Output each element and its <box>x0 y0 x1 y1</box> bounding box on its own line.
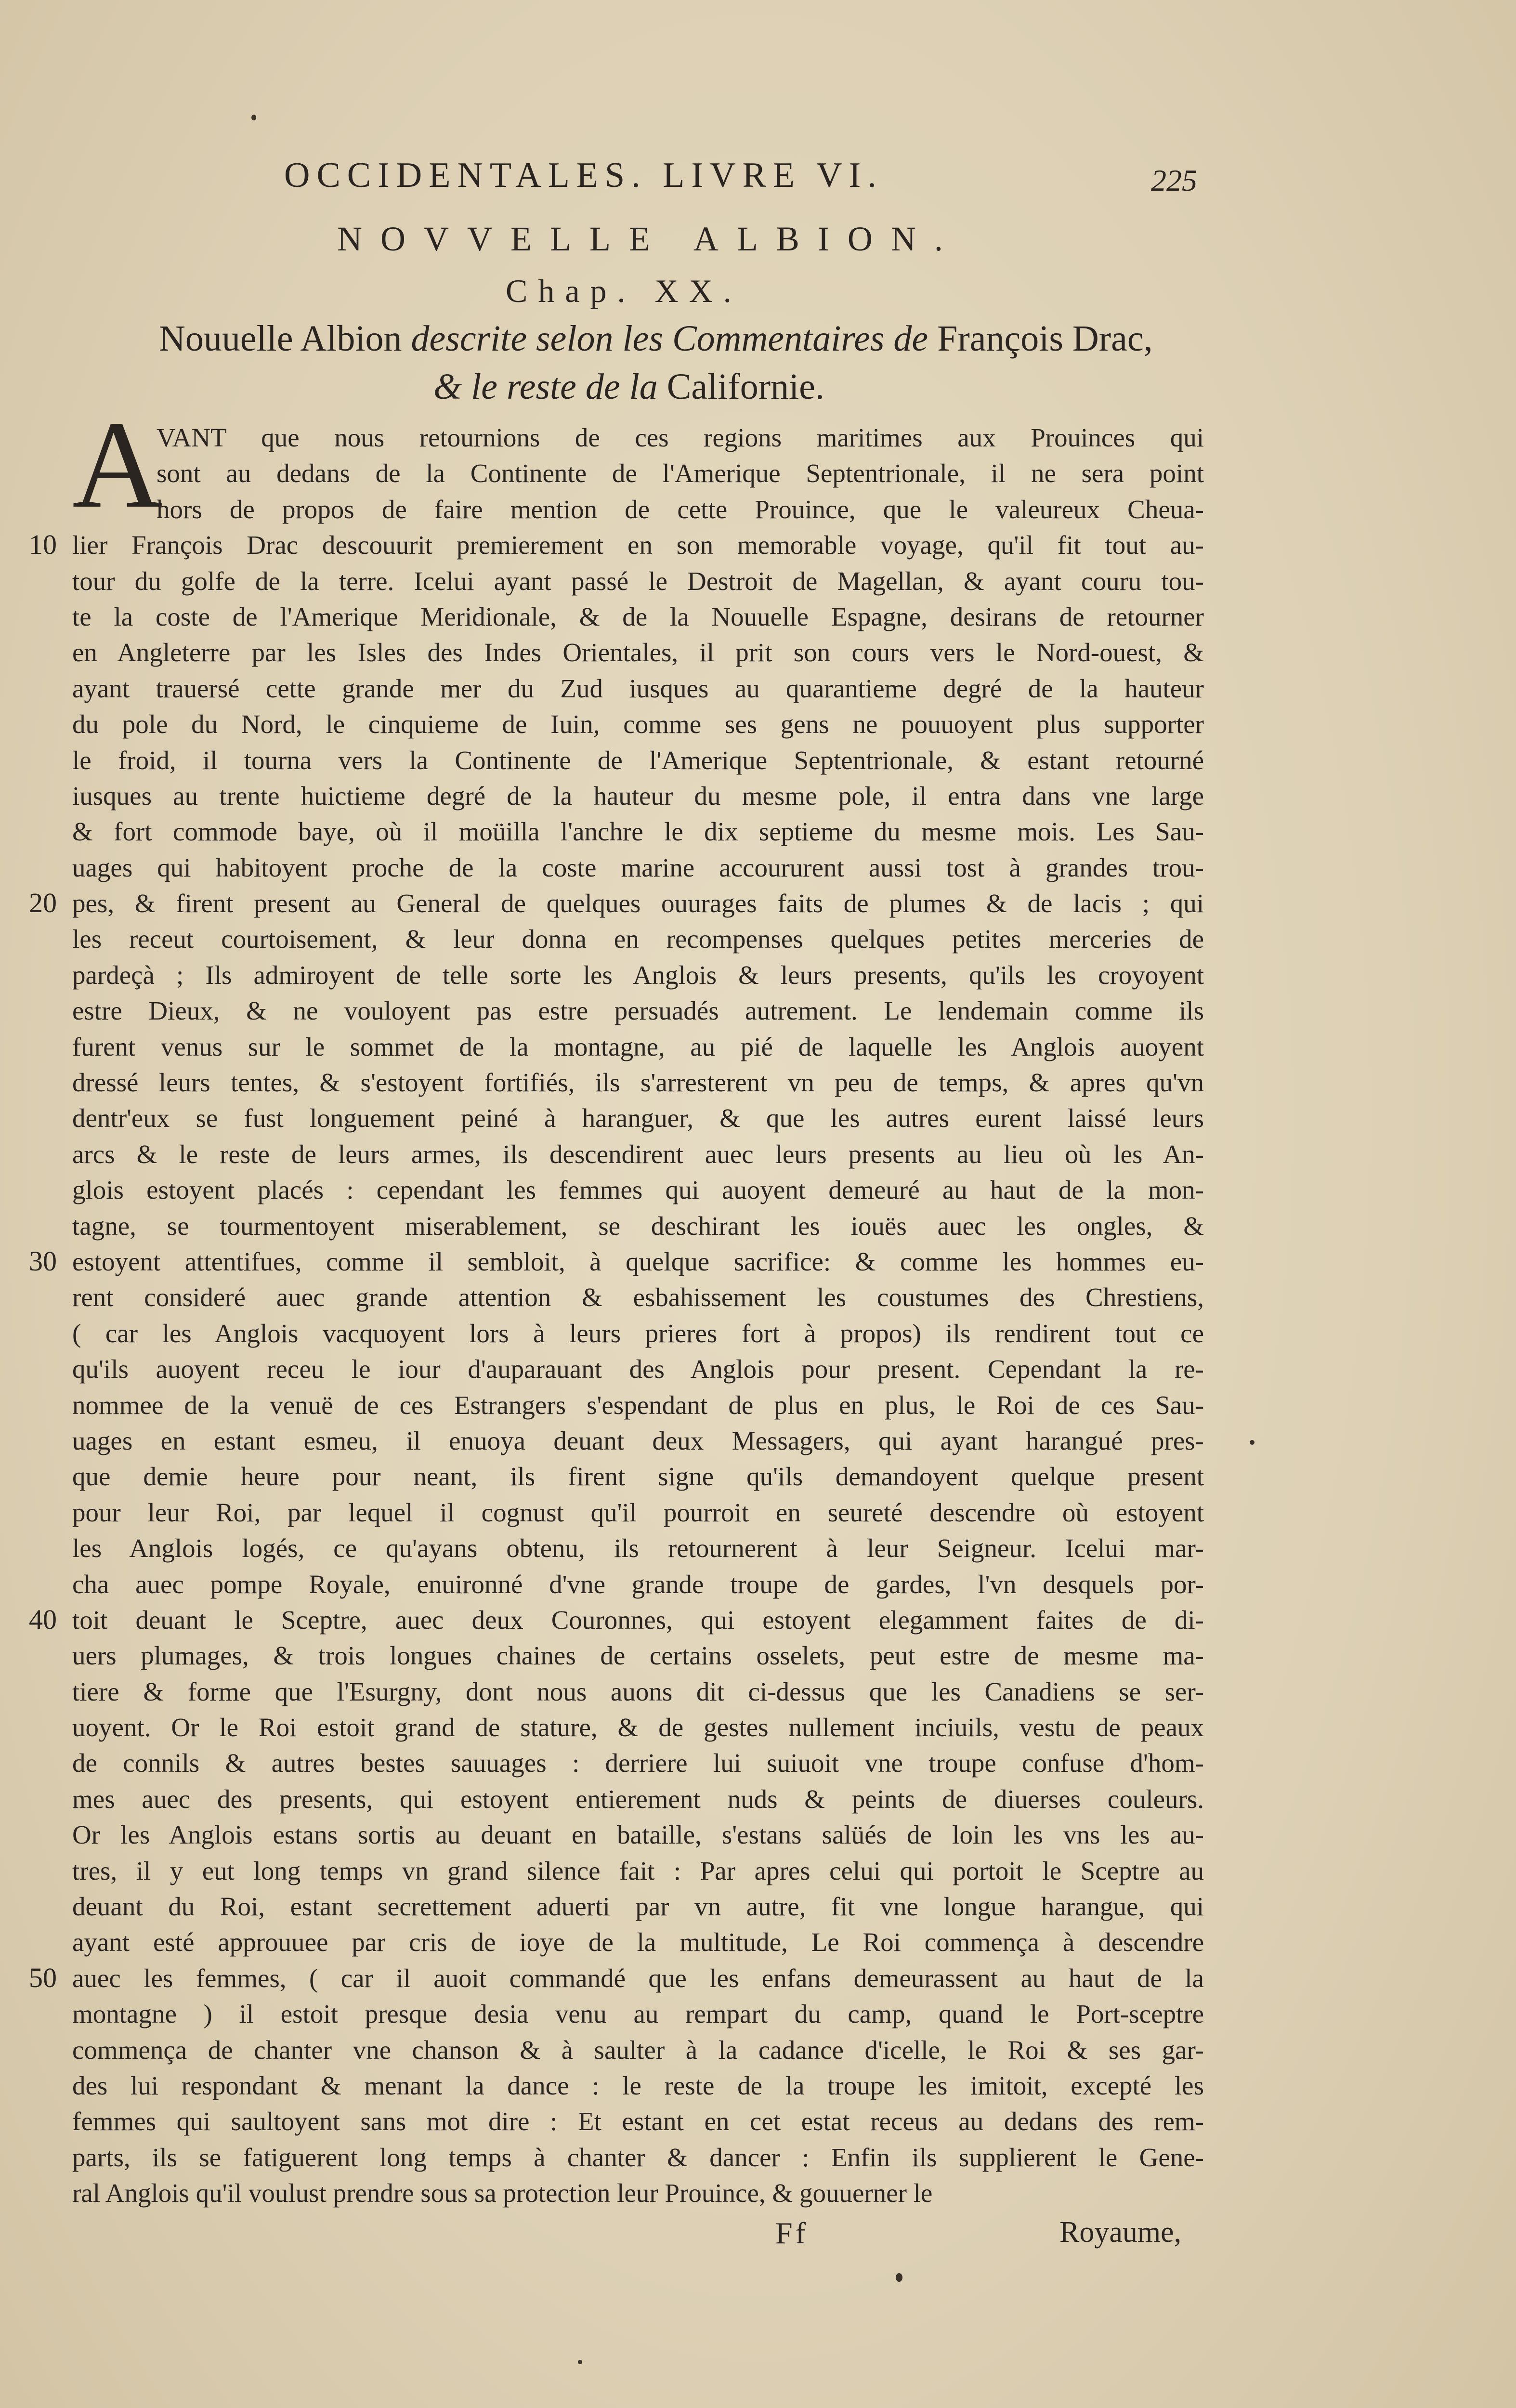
text-line: tiere & forme que l'Esurgny, dont nous auons dit ci-dessus que les Canadiens se ser- <box>72 1676 1204 1706</box>
text-line: uoyent. Or le Roi estoit grand de stature, & de gestes nullement inciuils, vestu de peaux <box>72 1713 1204 1742</box>
text-line: uages qui habitoyent proche de la coste marine accoururent aussi tost à grandes trou- <box>72 852 1204 882</box>
ink-speck <box>251 115 256 120</box>
ink-speck <box>896 2273 902 2282</box>
text-line: qu'ils auoyent receu le iour d'auparauant des Anglois pour present. Cependant la re- <box>72 1354 1204 1384</box>
text-line: les receut courtoisement, & leur donna en recompenses quelques petites merceries de <box>72 924 1204 954</box>
subtitle-text-end: François Drac, <box>928 318 1153 359</box>
text-line: les Anglois logés, ce qu'ayans obtenu, ils retournerent à leur Seigneur. Icelui mar- <box>72 1533 1204 1563</box>
text-line: ayant esté approuuee par cris de ioye de la multitude, Le Roi commença à descendre <box>72 1927 1204 1957</box>
text-line: de connils & autres bestes sauuages : derriere lui suiuoit vne troupe confuse d'hom- <box>72 1748 1204 1778</box>
text-line: ( car les Anglois vacquoyent lors à leurs prieres fort à propos) ils rendirent tout ce <box>72 1318 1204 1348</box>
text-line: tres, il y eut long temps vn grand silence fait : Par apres celui qui portoit le Sceptre au <box>72 1856 1204 1885</box>
text-line: pardeçà ; Ils admiroyent de telle sorte les Anglois & leurs presents, qu'ils les croyoyent <box>72 960 1204 990</box>
section-title: NOVVELLE ALBION. <box>337 220 961 258</box>
text-line: le froid, il tourna vers la Continente de l'Amerique Septentrionale, & estant retourné <box>72 745 1204 775</box>
text-line: tour du golfe de la terre. Icelui ayant passé le Destroit de Magellan, & ayant couru tou- <box>72 566 1204 596</box>
body-text <box>72 420 1204 2212</box>
text-line: pes, & firent present au General de quelques ouurages faits de plumes & de lacis ; qui <box>72 889 1204 918</box>
text-line: auec les femmes, ( car il auoit commandé que les enfans demeurassent au haut de la <box>72 1963 1204 1993</box>
text-line: nommee de la venuë de ces Estrangers s'espendant de plus en plus, le Roi de ces Sau- <box>72 1390 1204 1420</box>
subtitle-text-2: Californie. <box>657 366 824 407</box>
margin-line-number: 10 <box>29 529 57 560</box>
text-line: VANT que nous retournions de ces regions maritimes aux Prouinces qui <box>157 423 1204 452</box>
text-line: que demie heure pour neant, ils firent signe qu'ils demandoyent quelque present <box>72 1462 1204 1492</box>
text-line: hors de propos de faire mention de cette Prouince, que le valeureux Cheua- <box>157 494 1204 524</box>
text-line: montagne ) il estoit presque desia venu au rempart du camp, quand le Port-sceptre <box>72 1999 1204 2029</box>
text-line: dressé leurs tentes, & s'estoyent fortifiés, ils s'arresterent vn peu de temps, & apres qu'vn <box>72 1068 1204 1098</box>
ink-speck <box>578 2360 582 2364</box>
text-line: en Angleterre par les Isles des Indes Orientales, il prit son cours vers le Nord-ouest, & <box>72 638 1204 667</box>
chapter-heading: Chap. XX. <box>506 273 742 309</box>
text-line: dentr'eux se fust longuement peiné à haranguer, & que les autres eurent laissé leurs <box>72 1103 1204 1133</box>
text-line: arcs & le reste de leurs armes, ils descendirent auec leurs presents au lieu où les An- <box>72 1139 1204 1169</box>
text-line: glois estoyent placés : cependant les femmes qui auoyent demeuré au haut de la mon- <box>72 1175 1204 1205</box>
text-line: estoyent attentifues, comme il sembloit, à quelque sacrifice: & comme les hommes eu- <box>72 1246 1204 1276</box>
subtitle-text: Nouuelle Albion <box>159 318 411 359</box>
text-line: furent venus sur le sommet de la montagne, au pié de laquelle les Anglois auoyent <box>72 1032 1204 1061</box>
text-line: mes auec des presents, qui estoyent entierement nuds & peints de diuerses couleurs. <box>72 1784 1204 1814</box>
text-line: estre Dieux, & ne vouloyent pas estre persuadés autrement. Le lendemain comme ils <box>72 996 1204 1026</box>
text-line: sont au dedans de la Continente de l'Amerique Septentrionale, il ne sera point <box>157 458 1204 488</box>
subtitle-italic-2: & le reste de la <box>433 366 658 407</box>
drop-capital: A <box>72 395 163 534</box>
text-line: & fort commode baye, où il moüilla l'anchre le dix septieme du mesme mois. Les Sau- <box>72 817 1204 847</box>
text-line: tagne, se tourmentoyent miserablement, se deschirant les iouës auec les ongles, & <box>72 1211 1204 1241</box>
text-line: ayant trauersé cette grande mer du Zud iusques au quarantieme degré de la hauteur <box>72 673 1204 703</box>
subtitle-italic: descrite selon les Commentaires de <box>411 318 928 359</box>
chapter-subtitle-line1 <box>159 318 1153 360</box>
margin-line-number: 40 <box>29 1604 57 1635</box>
text-line: commença de chanter vne chanson & à saulter à la cadance d'icelle, le Roi & ses gar- <box>72 2035 1204 2065</box>
ink-speck <box>1250 1440 1255 1445</box>
text-line: iusques au trente huictieme degré de la hauteur du mesme pole, il entra dans vne large <box>72 781 1204 811</box>
text-line: rent consideré auec grande attention & esbahissement les coustumes des Chrestiens, <box>72 1283 1204 1312</box>
text-line: uages en estant esmeu, il enuoya deuant deux Messagers, qui ayant harangué pres- <box>72 1426 1204 1455</box>
text-line: femmes qui saultoyent sans mot dire : Et estant en cet estat receus au dedans des rem- <box>72 2107 1204 2136</box>
margin-line-number: 20 <box>29 887 57 918</box>
text-line: toit deuant le Sceptre, auec deux Couronnes, qui estoyent elegamment faites de di- <box>72 1605 1204 1635</box>
text-line: deuant du Roi, estant secrettement aduerti par vn autre, fit vne longue harangue, qui <box>72 1892 1204 1922</box>
text-line: parts, ils se fatiguerent long temps à chanter & dancer : Enfin ils supplierent le Gene- <box>72 2142 1204 2172</box>
page-number: 225 <box>1151 163 1197 197</box>
text-line: ral Anglois qu'il voulust prendre sous sa protection leur Prouince, & gouuerner le <box>72 2178 933 2208</box>
signature-mark: Ff <box>775 2216 809 2250</box>
chapter-subtitle-line2 <box>433 366 824 408</box>
margin-line-number: 30 <box>29 1245 57 1277</box>
text-line: pour leur Roi, par lequel il cognust qu'il pourroit en seureté descendre où estoyent <box>72 1497 1204 1527</box>
text-line: te la coste de l'Amerique Meridionale, & de la Nouuelle Espagne, desirans de retourner <box>72 602 1204 631</box>
text-line: Or les Anglois estans sortis au deuant en bataille, s'estans salüés de loin les vns les au- <box>72 1820 1204 1850</box>
margin-line-number: 50 <box>29 1962 57 1993</box>
text-line: lier François Drac descouurit premierement en son memorable voyage, qu'il fit tout au- <box>72 530 1204 560</box>
text-line: du pole du Nord, le cinquieme de Iuin, comme ses gens ne pouuoyent plus supporter <box>72 709 1204 739</box>
text-line: cha auec pompe Royale, enuironné d'vne grande troupe de gardes, l'vn desquels por- <box>72 1569 1204 1599</box>
text-line: des lui respondant & menant la dance : le reste de la troupe les imitoit, excepté les <box>72 2070 1204 2100</box>
text-line: uers plumages, & trois longues chaines de certains osselets, peut estre de mesme ma- <box>72 1641 1204 1671</box>
running-head: OCCIDENTALES. LIVRE VI. <box>284 156 883 195</box>
catchword: Royaume, <box>1059 2216 1182 2249</box>
